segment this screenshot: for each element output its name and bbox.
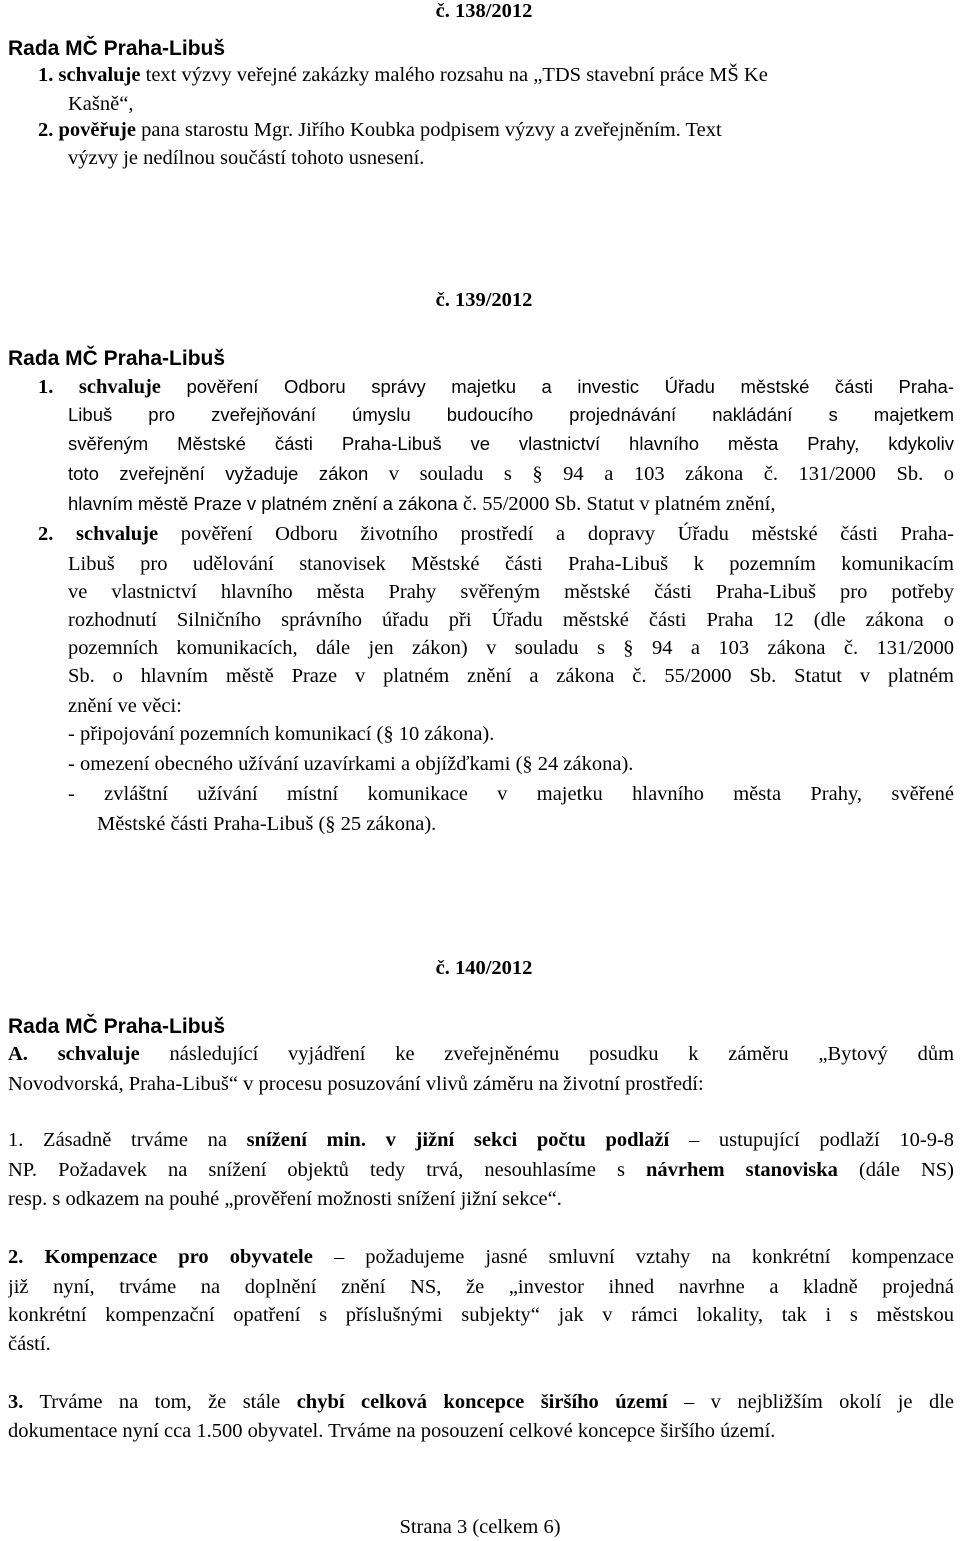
- council-name: Rada MČ Praha-Libuš: [8, 37, 226, 60]
- text-line: resp. s odkazem na pouhé „prověření možnosti snížení jižní sekce“.: [8, 1188, 562, 1210]
- list-item-continuation: Městské části Praha-Libuš (§ 25 zákona).: [97, 813, 437, 835]
- resolution-item: 1. schvaluje pověření Odboru správy majetku a investic Úřadu městské části Praha-: [38, 376, 954, 398]
- text-line: Libuš pro udělování stanovisek Městské části Praha-Libuš k pozemním komunikacím: [68, 553, 954, 575]
- numbered-item: 2. Kompenzace pro obyvatele – požadujeme jasné smluvní vztahy na konkrétní kompenzace: [8, 1246, 954, 1268]
- text-line: NP. Požadavek na snížení objektů tedy trvá, nesouhlasíme s návrhem stanoviska (dále NS): [8, 1159, 954, 1181]
- resolution-item: 2. schvaluje pověření Odboru životního prostředí a dopravy Úřadu městské části Praha-: [38, 523, 954, 545]
- list-item: - zvláštní užívání místní komunikace v majetku hlavního města Prahy, svěřené: [68, 783, 954, 805]
- numbered-item: 1. Zásadně trváme na snížení min. v jižní sekci počtu podlaží – ustupující podlaží 10-9-8: [8, 1129, 954, 1151]
- page-footer: Strana 3 (celkem 6): [399, 1516, 561, 1538]
- council-name: Rada MČ Praha-Libuš: [8, 1015, 226, 1038]
- text-line: znění ve věci:: [68, 695, 182, 717]
- text-line: Libuš pro zveřejňování úmyslu budoucího projednávání nakládání s majetkem: [68, 404, 954, 425]
- resolution-item-continuation: výzvy je nedílnou součástí tohoto usnesení.: [68, 147, 425, 169]
- text-line: ve vlastnictví hlavního města Prahy svěřeným městské části Praha-Libuš pro potřeby: [68, 581, 954, 603]
- text-line: částí.: [8, 1333, 51, 1355]
- numbered-item: 3. Trváme na tom, že stále chybí celková koncepce širšího území – v nejbližším okolí je dle: [8, 1391, 954, 1413]
- resolution-item: 1. schvaluje text výzvy veřejné zakázky malého rozsahu na „TDS stavební práce MŠ Ke: [38, 64, 768, 86]
- council-name: Rada MČ Praha-Libuš: [8, 347, 226, 370]
- text-line: toto zveřejnění vyžaduje zákon v souladu s § 94 a 103 zákona č. 131/2000 Sb. o: [68, 463, 954, 485]
- text-line: hlavním městě Praze v platném znění a zákona č. 55/2000 Sb. Statut v platném znění,: [68, 493, 776, 515]
- text-line: pozemních komunikacích, dále jen zákon) v souladu s § 94 a 103 zákona č. 131/2000: [68, 637, 954, 659]
- resolution-heading: č. 138/2012: [435, 0, 533, 22]
- resolution-item-continuation: Kašně“,: [68, 93, 134, 115]
- resolution-item: A. schvaluje následující vyjádření ke zveřejněnému posudku k záměru „Bytový dům: [8, 1043, 954, 1065]
- text-line: dokumentace nyní cca 1.500 obyvatel. Trváme na posouzení celkové koncepce širšího území.: [8, 1420, 776, 1442]
- resolution-heading: č. 140/2012: [435, 957, 533, 979]
- resolution-item: 2. pověřuje pana starostu Mgr. Jiřího Koubka podpisem výzvy a zveřejněním. Text: [38, 119, 722, 141]
- text-line: již nyní, trváme na doplnění znění NS, že „investor ihned navrhne a kladně projedná: [8, 1276, 954, 1298]
- list-item: - připojování pozemních komunikací (§ 10 zákona).: [68, 723, 495, 745]
- resolution-heading: č. 139/2012: [435, 289, 533, 311]
- list-item: - omezení obecného užívání uzavírkami a objížďkami (§ 24 zákona).: [68, 753, 634, 775]
- text-line: Novodvorská, Praha-Libuš“ v procesu posuzování vlivů záměru na životní prostředí:: [8, 1073, 704, 1095]
- text-line: Sb. o hlavním městě Praze v platném znění a zákona č. 55/2000 Sb. Statut v platném: [68, 665, 954, 687]
- text-line: konkrétní kompenzační opatření s příslušnými subjekty“ jak v rámci lokality, tak i s městskou: [8, 1304, 954, 1326]
- text-line: svěřeným Městské části Praha-Libuš ve vlastnictví hlavního města Prahy, kdykoliv: [68, 433, 954, 454]
- text-line: rozhodnutí Silničního správního úřadu při Úřadu městské části Praha 12 (dle zákona o: [68, 609, 954, 631]
